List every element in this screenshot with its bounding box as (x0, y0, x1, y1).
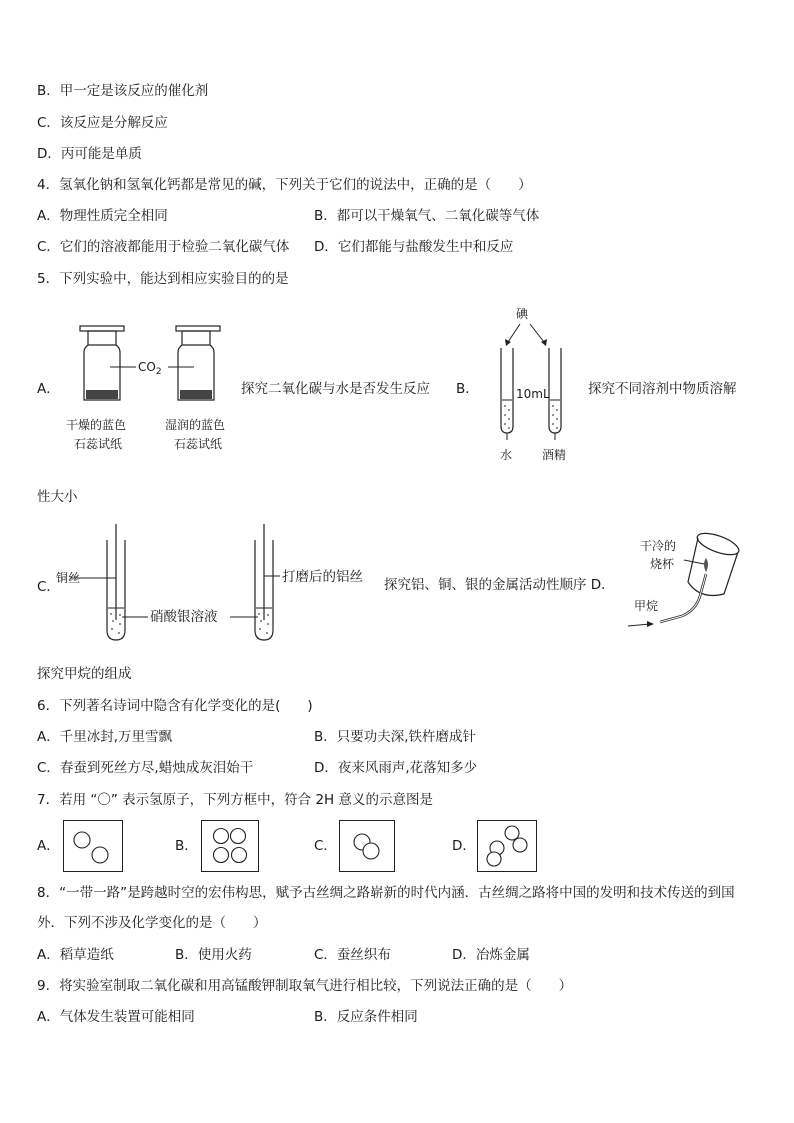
q6-stem: 6．下列著名诗词中隐含有化学变化的是( ) (37, 698, 313, 714)
hydrogen-atom (513, 838, 527, 852)
q5-a-diagram (58, 318, 248, 458)
q5-b-diagram (488, 302, 588, 467)
copper-wire-label: 铜丝 (56, 571, 81, 585)
alcohol-label: 酒精 (542, 448, 567, 462)
q7-box-c (339, 820, 395, 872)
q5-c-letter: C． (37, 579, 60, 595)
q7-option-d-letter: D． (452, 838, 476, 854)
wet-litmus-paper (180, 390, 212, 399)
q4-stem: 4．氢氧化钠和氢氧化钙都是常见的碱，下列关于它们的说法中，正确的是（ ） (37, 177, 532, 193)
hydrogen-atom (214, 848, 229, 863)
hydrogen-atom (92, 847, 108, 863)
q9-option-b: B．反应条件相同 (314, 1009, 418, 1025)
iodine-label: 碘 (516, 307, 529, 321)
q4-option-c: C．它们的溶液都能用于检验二氧化碳气体 (37, 239, 290, 255)
q4-option-a: A．物理性质完全相同 (37, 208, 168, 224)
q5-a-text: 探究二氧化碳与水是否发生反应 (241, 381, 430, 397)
q5-a-letter: A． (37, 381, 60, 397)
q7-option-b-letter: B． (175, 838, 198, 854)
q8-option-d: D．冶炼金属 (452, 947, 530, 963)
q5-c-diagram (58, 520, 378, 650)
q7-box-a (63, 820, 123, 872)
q5-b-text-cont: 性大小 (37, 489, 78, 505)
q9-stem: 9．将实验室制取二氧化碳和用高锰酸钾制取氧气进行相比较，下列说法正确的是（ ） (37, 978, 573, 994)
silver-nitrate-label: 硝酸银溶液 (150, 609, 218, 625)
hydrogen-atom (505, 826, 519, 840)
q5-b-letter: B． (456, 381, 479, 397)
q5-d-text: 探究甲烷的组成 (37, 666, 132, 682)
q5-d-diagram (620, 526, 750, 636)
hydrogen-atom (214, 829, 229, 844)
hydrogen-atom (231, 829, 246, 844)
q5-stem: 5．下列实验中，能达到相应实验目的的是 (37, 271, 289, 287)
option-b-prev: B．甲一定是该反应的催化剂 (37, 83, 209, 99)
q8-option-a: A．稻草造纸 (37, 947, 114, 963)
q7-box-d (477, 820, 537, 872)
co2-label: $CO_2$ (138, 360, 162, 377)
left-gas-bottle (80, 326, 124, 400)
q4-option-b: B．都可以干燥氧气、二氧化碳等气体 (314, 208, 540, 224)
q4-option-d: D．它们都能与盐酸发生中和反应 (314, 239, 514, 255)
q7-stem: 7．若用 “〇” 表示氢原子，下列方框中，符合 2H 意义的示意图是 (37, 792, 433, 808)
option-c-prev: C．该反应是分解反应 (37, 115, 168, 131)
water-label: 水 (500, 448, 513, 462)
hydrogen-atom (232, 848, 247, 863)
q7-option-a-letter: A． (37, 838, 60, 854)
dry-litmus-paper (86, 390, 118, 399)
q6-option-a: A．千里冰封,万里雪飘 (37, 729, 173, 745)
wet-paper-label-1: 湿润的蓝色 (165, 418, 226, 432)
right-gas-bottle (176, 326, 220, 400)
methane-label: 甲烷 (634, 599, 659, 613)
beaker-label-1: 干冷的 (640, 539, 677, 553)
q6-option-b: B．只要功夫深,铁杵磨成针 (314, 729, 477, 745)
q6-option-d: D．夜来风雨声,花落知多少 (314, 760, 478, 776)
aluminium-wire-label: 打磨后的铝丝 (282, 569, 363, 585)
flame (704, 558, 708, 572)
q7-box-b (201, 820, 259, 872)
q8-option-b: B．使用火药 (175, 947, 252, 963)
option-d-prev: D．丙可能是单质 (37, 146, 142, 162)
dry-paper-label-1: 干燥的蓝色 (66, 418, 127, 432)
dry-paper-label-2: 石蕊试纸 (74, 437, 123, 451)
q7-option-c-letter: C． (314, 838, 337, 854)
q6-option-c: C．春蚕到死丝方尽,蜡烛成灰泪始干 (37, 760, 254, 776)
alcohol-test-tube (549, 348, 561, 433)
q5-b-text: 探究不同溶剂中物质溶解 (588, 381, 737, 397)
q8-stem-line2: 外．下列不涉及化学变化的是（ ） (37, 915, 267, 931)
q8-stem-line1: 8．“一带一路”是跨越时空的宏伟构思，赋予古丝绸之路崭新的时代内涵．古丝绸之路将中国的发明和技术传送的到国 (37, 885, 735, 901)
q8-option-c: C．蚕丝织布 (314, 947, 391, 963)
hydrogen-atom (363, 843, 379, 859)
q9-option-a: A．气体发生装置可能相同 (37, 1009, 195, 1025)
wet-paper-label-2: 石蕊试纸 (174, 437, 223, 451)
beaker-label-2: 烧杯 (650, 557, 675, 571)
volume-label: 10mL (516, 387, 550, 401)
hydrogen-atom (487, 852, 501, 866)
q5-c-text: 探究铝、铜、银的金属活动性顺序 D． (384, 577, 615, 593)
hydrogen-atom (74, 832, 90, 848)
